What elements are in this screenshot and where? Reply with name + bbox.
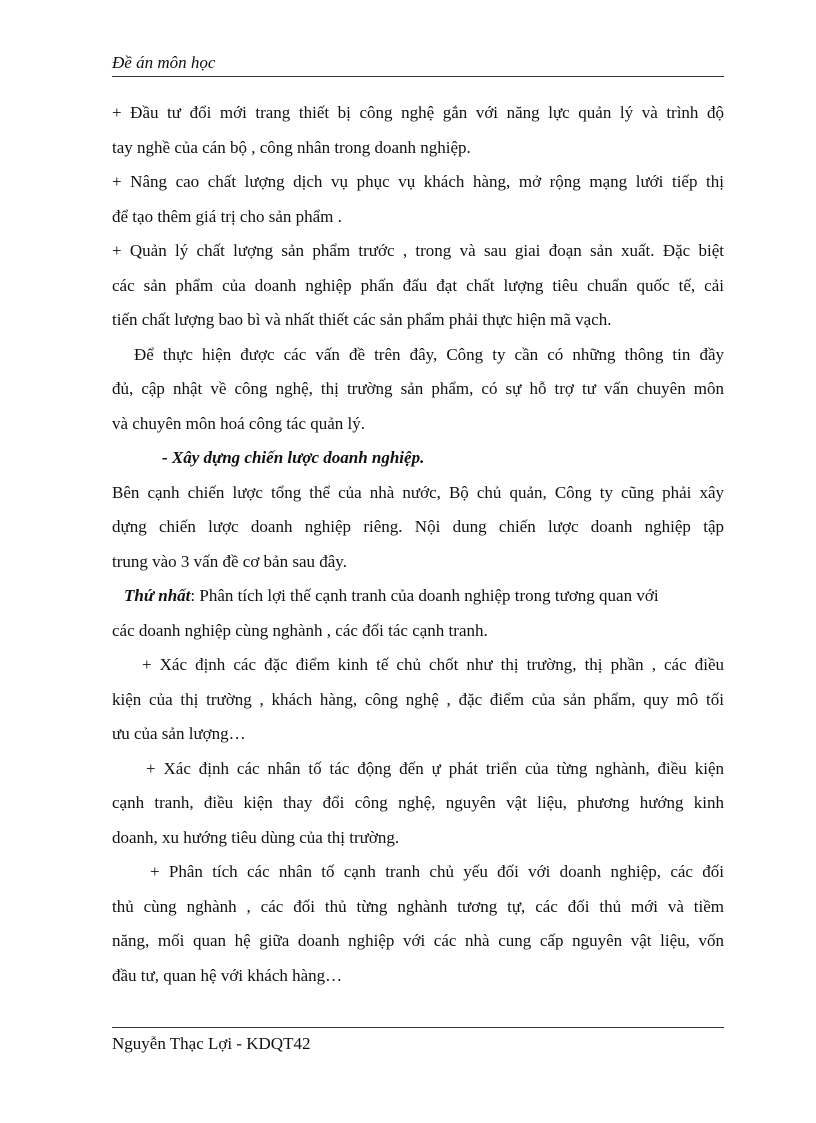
text-line: các sản phẩm của doanh nghiệp phấn đấu đạt chất lượng tiêu chuẩn quốc tế, cải <box>112 275 724 295</box>
text-line: để tạo thêm giá trị cho sản phẩm . <box>112 206 342 226</box>
text-fragment: : Phân tích lợi thế cạnh tranh của doanh nghiệp trong tương quan với <box>190 586 659 605</box>
text-line: đầu tư, quan hệ với khách hàng… <box>112 965 343 985</box>
page-footer <box>112 1032 310 1056</box>
text-line: dựng chiến lược doanh nghiệp riêng. Nội dung chiến lược doanh nghiệp tập <box>112 517 724 536</box>
text-line: + Đầu tư đổi mới trang thiết bị công nghệ gắn với năng lực quản lý và trình độ <box>112 103 724 122</box>
text-line: + Xác định các nhân tố tác động đến ự phát triển của từng nghành, điều kiện <box>146 758 724 778</box>
text-line: doanh, xu hướng tiêu dùng của thị trường. <box>112 827 400 847</box>
text-line: kiện của thị trường , khách hàng, công nghệ , đặc điểm của sản phẩm, quy mô tối <box>112 689 724 709</box>
text-line: năng, mối quan hệ giữa doanh nghiệp với các nhà cung cấp nguyên vật liệu, vốn <box>112 931 724 950</box>
footer-author: Nguyễn Thạc Lợi - KDQT42 <box>112 1034 311 1053</box>
text-line: Để thực hiện được các vấn đề trên đây, Công ty cần có những thông tin đầy <box>134 344 724 364</box>
section-heading: - Xây dựng chiến lược doanh nghiệp. <box>162 448 425 467</box>
text-line: tiến chất lượng bao bì và nhất thiết các sản phẩm phải thực hiện mã vạch. <box>112 310 612 329</box>
emphasis-label: Thứ nhất <box>124 586 191 605</box>
text-line: thủ cùng nghành , các đối thủ từng nghành tương tự, các đối thủ mới và tiềm <box>112 896 724 916</box>
document-body <box>112 96 724 993</box>
text-line: trung vào 3 vấn đề cơ bản sau đây. <box>112 551 347 571</box>
footer-divider <box>112 1027 724 1028</box>
text-line: ưu của sản lượng… <box>112 724 246 743</box>
text-line: + Nâng cao chất lượng dịch vụ phục vụ khách hàng, mở rộng mạng lưới tiếp thị <box>112 172 724 191</box>
header-title: Đề án môn học <box>112 53 216 72</box>
text-line: + Xác định các đặc điểm kinh tế chủ chốt như thị trường, thị phần , các điều <box>142 655 724 674</box>
text-line: + Phân tích các nhân tố cạnh tranh chủ yếu đối với doanh nghiệp, các đối <box>150 862 724 881</box>
text-line: tay nghề của cán bộ , công nhân trong doanh nghiệp. <box>112 137 471 157</box>
text-line: và chuyên môn hoá công tác quản lý. <box>112 413 366 433</box>
text-line: Bên cạnh chiến lược tổng thể của nhà nước, Bộ chủ quản, Công ty cũng phải xây <box>112 482 724 502</box>
text-line <box>112 579 724 614</box>
text-line: đủ, cập nhật về công nghệ, thị trường sản phẩm, có sự hỗ trợ tư vấn chuyên môn <box>112 379 724 398</box>
text-line: cạnh tranh, điều kiện thay đổi công nghệ, nguyên vật liệu, phương hướng kinh <box>112 793 724 812</box>
text-line: các doanh nghiệp cùng nghành , các đối tác cạnh tranh. <box>112 620 488 640</box>
text-line: + Quản lý chất lượng sản phẩm trước , trong và sau giai đoạn sản xuất. Đặc biệt <box>112 241 724 260</box>
page-header <box>112 52 724 77</box>
